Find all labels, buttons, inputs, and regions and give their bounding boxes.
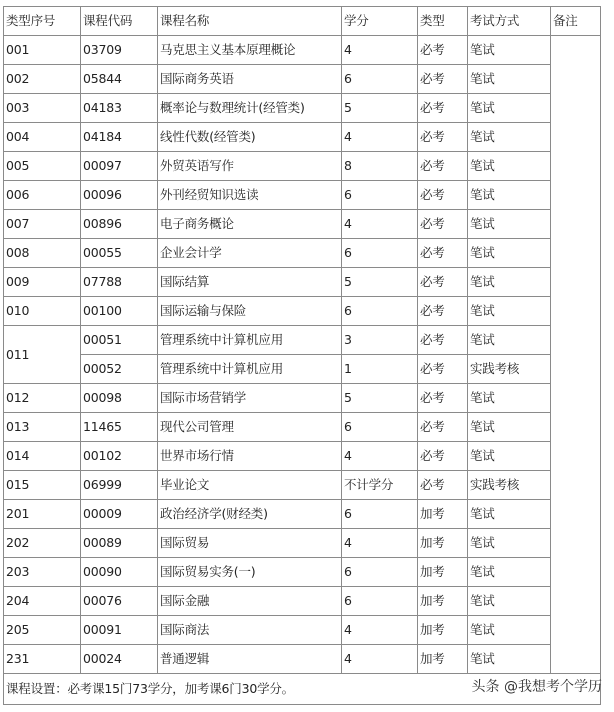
table-row bbox=[4, 123, 601, 152]
cell-name: 线性代数(经管类) bbox=[158, 123, 342, 152]
cell-type: 加考 bbox=[418, 558, 468, 587]
cell-name: 普通逻辑 bbox=[158, 645, 342, 674]
cell-code: 07788 bbox=[81, 268, 158, 297]
cell-name: 国际运输与保险 bbox=[158, 297, 342, 326]
table-row bbox=[4, 558, 601, 587]
cell-seq: 008 bbox=[4, 239, 81, 268]
cell-name: 毕业论文 bbox=[158, 471, 342, 500]
cell-code: 00024 bbox=[81, 645, 158, 674]
cell-credit: 6 bbox=[342, 239, 418, 268]
cell-code: 00076 bbox=[81, 587, 158, 616]
table-row bbox=[4, 210, 601, 239]
table-row bbox=[4, 94, 601, 123]
cell-type: 必考 bbox=[418, 94, 468, 123]
table-row bbox=[4, 442, 601, 471]
cell-code: 00091 bbox=[81, 616, 158, 645]
cell-code: 00098 bbox=[81, 384, 158, 413]
table-row bbox=[4, 36, 601, 65]
cell-exam: 笔试 bbox=[468, 210, 551, 239]
cell-code: 03709 bbox=[81, 36, 158, 65]
cell-seq: 231 bbox=[4, 645, 81, 674]
header-remarks: 备注 bbox=[551, 7, 601, 36]
cell-type: 加考 bbox=[418, 645, 468, 674]
cell-name: 世界市场行情 bbox=[158, 442, 342, 471]
cell-exam: 笔试 bbox=[468, 181, 551, 210]
cell-exam: 笔试 bbox=[468, 558, 551, 587]
table-row bbox=[4, 297, 601, 326]
table-row bbox=[4, 268, 601, 297]
cell-exam: 笔试 bbox=[468, 94, 551, 123]
table-row bbox=[4, 65, 601, 94]
cell-seq: 004 bbox=[4, 123, 81, 152]
cell-exam: 笔试 bbox=[468, 442, 551, 471]
cell-name: 管理系统中计算机应用 bbox=[158, 326, 342, 355]
cell-name: 现代公司管理 bbox=[158, 413, 342, 442]
cell-name: 外贸英语写作 bbox=[158, 152, 342, 181]
cell-type: 必考 bbox=[418, 384, 468, 413]
cell-type: 加考 bbox=[418, 616, 468, 645]
header-row bbox=[4, 7, 601, 36]
cell-code: 00100 bbox=[81, 297, 158, 326]
cell-credit: 6 bbox=[342, 500, 418, 529]
cell-name: 外刊经贸知识选读 bbox=[158, 181, 342, 210]
cell-type: 加考 bbox=[418, 500, 468, 529]
table-row bbox=[4, 152, 601, 181]
cell-seq: 010 bbox=[4, 297, 81, 326]
cell-exam: 笔试 bbox=[468, 239, 551, 268]
table-row bbox=[4, 413, 601, 442]
cell-credit: 4 bbox=[342, 442, 418, 471]
cell-code: 05844 bbox=[81, 65, 158, 94]
cell-credit: 4 bbox=[342, 36, 418, 65]
header-type: 类型 bbox=[418, 7, 468, 36]
cell-exam: 笔试 bbox=[468, 413, 551, 442]
cell-exam: 笔试 bbox=[468, 529, 551, 558]
cell-type: 必考 bbox=[418, 471, 468, 500]
cell-name: 国际金融 bbox=[158, 587, 342, 616]
cell-type: 必考 bbox=[418, 152, 468, 181]
cell-type: 必考 bbox=[418, 239, 468, 268]
cell-exam: 笔试 bbox=[468, 326, 551, 355]
table-row bbox=[4, 326, 601, 355]
cell-credit: 3 bbox=[342, 326, 418, 355]
cell-type: 必考 bbox=[418, 413, 468, 442]
table-row bbox=[4, 181, 601, 210]
header-name: 课程名称 bbox=[158, 7, 342, 36]
cell-credit: 4 bbox=[342, 529, 418, 558]
cell-type: 必考 bbox=[418, 210, 468, 239]
cell-exam: 实践考核 bbox=[468, 471, 551, 500]
cell-credit: 5 bbox=[342, 384, 418, 413]
cell-credit: 1 bbox=[342, 355, 418, 384]
course-table-container bbox=[3, 6, 601, 705]
cell-exam: 笔试 bbox=[468, 36, 551, 65]
cell-seq: 013 bbox=[4, 413, 81, 442]
cell-seq: 201 bbox=[4, 500, 81, 529]
cell-credit: 4 bbox=[342, 645, 418, 674]
watermark: 头条 @我想考个学历 bbox=[471, 679, 602, 695]
cell-seq: 012 bbox=[4, 384, 81, 413]
cell-seq: 011 bbox=[4, 326, 81, 384]
cell-seq: 202 bbox=[4, 529, 81, 558]
cell-credit: 6 bbox=[342, 413, 418, 442]
cell-type: 必考 bbox=[418, 326, 468, 355]
cell-code: 04184 bbox=[81, 123, 158, 152]
cell-credit: 6 bbox=[342, 297, 418, 326]
cell-code: 00009 bbox=[81, 500, 158, 529]
cell-credit: 4 bbox=[342, 210, 418, 239]
cell-exam: 笔试 bbox=[468, 152, 551, 181]
cell-exam: 笔试 bbox=[468, 384, 551, 413]
table-row bbox=[4, 355, 601, 384]
table-row bbox=[4, 239, 601, 268]
cell-exam: 笔试 bbox=[468, 645, 551, 674]
cell-exam: 笔试 bbox=[468, 500, 551, 529]
cell-seq: 204 bbox=[4, 587, 81, 616]
cell-seq: 015 bbox=[4, 471, 81, 500]
cell-name: 国际结算 bbox=[158, 268, 342, 297]
table-row bbox=[4, 529, 601, 558]
cell-code: 00051 bbox=[81, 326, 158, 355]
cell-credit: 6 bbox=[342, 587, 418, 616]
cell-code: 00096 bbox=[81, 181, 158, 210]
cell-credit: 4 bbox=[342, 616, 418, 645]
course-table bbox=[3, 6, 601, 705]
cell-credit: 8 bbox=[342, 152, 418, 181]
cell-name: 国际商务英语 bbox=[158, 65, 342, 94]
cell-type: 必考 bbox=[418, 442, 468, 471]
cell-credit: 6 bbox=[342, 181, 418, 210]
cell-credit: 4 bbox=[342, 123, 418, 152]
cell-seq: 003 bbox=[4, 94, 81, 123]
table-row bbox=[4, 384, 601, 413]
cell-name: 管理系统中计算机应用 bbox=[158, 355, 342, 384]
cell-seq: 014 bbox=[4, 442, 81, 471]
cell-code: 00089 bbox=[81, 529, 158, 558]
cell-seq: 002 bbox=[4, 65, 81, 94]
cell-name: 概率论与数理统计(经管类) bbox=[158, 94, 342, 123]
cell-name: 电子商务概论 bbox=[158, 210, 342, 239]
cell-seq: 001 bbox=[4, 36, 81, 65]
cell-name: 企业会计学 bbox=[158, 239, 342, 268]
cell-code: 00052 bbox=[81, 355, 158, 384]
cell-seq: 006 bbox=[4, 181, 81, 210]
cell-name: 马克思主义基本原理概论 bbox=[158, 36, 342, 65]
table-row bbox=[4, 471, 601, 500]
cell-code: 00896 bbox=[81, 210, 158, 239]
header-code: 课程代码 bbox=[81, 7, 158, 36]
cell-type: 必考 bbox=[418, 181, 468, 210]
cell-code: 00102 bbox=[81, 442, 158, 471]
cell-credit: 6 bbox=[342, 65, 418, 94]
table-row bbox=[4, 616, 601, 645]
header-exam: 考试方式 bbox=[468, 7, 551, 36]
cell-exam: 笔试 bbox=[468, 123, 551, 152]
cell-type: 加考 bbox=[418, 587, 468, 616]
cell-type: 必考 bbox=[418, 268, 468, 297]
cell-name: 政治经济学(财经类) bbox=[158, 500, 342, 529]
cell-code: 00090 bbox=[81, 558, 158, 587]
cell-type: 必考 bbox=[418, 36, 468, 65]
cell-credit: 5 bbox=[342, 94, 418, 123]
table-row bbox=[4, 645, 601, 674]
cell-exam: 笔试 bbox=[468, 65, 551, 94]
cell-credit: 5 bbox=[342, 268, 418, 297]
cell-code: 04183 bbox=[81, 94, 158, 123]
cell-credit: 不计学分 bbox=[342, 471, 418, 500]
cell-code: 06999 bbox=[81, 471, 158, 500]
cell-seq: 005 bbox=[4, 152, 81, 181]
cell-type: 必考 bbox=[418, 297, 468, 326]
cell-seq: 203 bbox=[4, 558, 81, 587]
header-credit: 学分 bbox=[342, 7, 418, 36]
cell-seq: 007 bbox=[4, 210, 81, 239]
cell-name: 国际市场营销学 bbox=[158, 384, 342, 413]
cell-name: 国际贸易实务(一) bbox=[158, 558, 342, 587]
cell-credit: 6 bbox=[342, 558, 418, 587]
cell-exam: 笔试 bbox=[468, 268, 551, 297]
cell-seq: 009 bbox=[4, 268, 81, 297]
cell-seq: 205 bbox=[4, 616, 81, 645]
cell-remarks bbox=[551, 36, 601, 674]
cell-exam: 笔试 bbox=[468, 616, 551, 645]
table-row bbox=[4, 500, 601, 529]
table-row bbox=[4, 587, 601, 616]
cell-code: 00055 bbox=[81, 239, 158, 268]
cell-name: 国际商法 bbox=[158, 616, 342, 645]
cell-code: 11465 bbox=[81, 413, 158, 442]
cell-type: 必考 bbox=[418, 65, 468, 94]
cell-type: 必考 bbox=[418, 355, 468, 384]
cell-type: 加考 bbox=[418, 529, 468, 558]
cell-exam: 笔试 bbox=[468, 587, 551, 616]
cell-type: 必考 bbox=[418, 123, 468, 152]
cell-exam: 笔试 bbox=[468, 297, 551, 326]
cell-name: 国际贸易 bbox=[158, 529, 342, 558]
header-seq: 类型序号 bbox=[4, 7, 81, 36]
cell-exam: 实践考核 bbox=[468, 355, 551, 384]
course-summary: 课程设置：必考课15门73学分，加考课6门30学分。 bbox=[4, 674, 601, 705]
cell-code: 00097 bbox=[81, 152, 158, 181]
